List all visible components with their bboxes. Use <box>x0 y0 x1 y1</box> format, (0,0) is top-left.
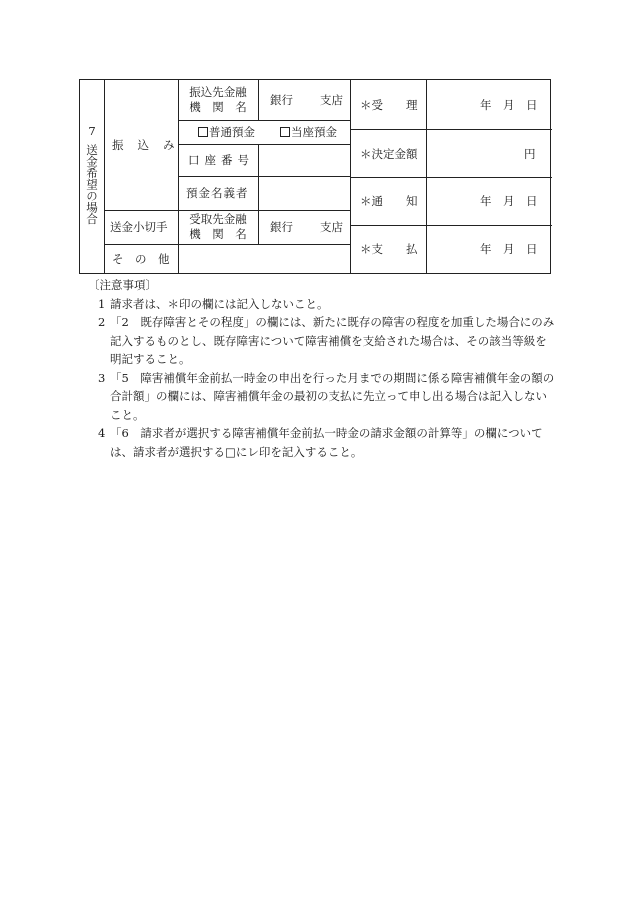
kogitte-bank-label-line2: 機 関 名 <box>189 227 247 241</box>
office-kettei-yen: 円 <box>524 147 536 161</box>
kogitte-branch-suffix: 支店 <box>320 220 343 234</box>
divider <box>350 129 552 130</box>
divider <box>104 210 178 211</box>
note-text: 「2 既存障害とその程度」の欄には、新たに既存の障害の程度を加重した場合にのみ記入するものとし、既存障害について障害補償を支給された場合は、その該当等級を明記すること。 <box>110 315 555 366</box>
office-tsuchi-label: ＊通 知 <box>360 194 418 208</box>
checkbox-current[interactable] <box>280 127 290 137</box>
account-type-current[interactable] <box>280 125 337 139</box>
notes-section <box>88 276 558 461</box>
notes-heading: 〔注意事項〕 <box>88 278 157 292</box>
note-number: 3 <box>98 370 106 385</box>
checkbox-ordinary[interactable] <box>198 127 208 137</box>
account-holder-label: 預金名義者 <box>186 186 249 200</box>
note-text: 「5 障害補償年金前払一時金の申出を行った月までの期間に係る障害補償年金の額の合計額」の欄には、障害補償年金の最初の支払に先立って申し出る場合は記入しないこと。 <box>110 370 555 422</box>
account-number-label: 口座番号 <box>188 153 254 167</box>
note-item <box>88 313 558 369</box>
office-tsuchi-date: 年 月 日 <box>480 194 538 208</box>
divider <box>178 120 350 121</box>
note-item <box>88 295 558 314</box>
furikomi-label: 振込み <box>112 138 189 152</box>
account-type-ordinary-label: 普通預金 <box>209 125 255 139</box>
kogitte-bank-label-line1: 受取先金融 <box>189 212 247 226</box>
note-number: 4 <box>98 426 106 440</box>
kogitte-label: 送金小切手 <box>110 220 168 234</box>
note-item <box>88 424 558 461</box>
note-text: 「6 請求者が選択する障害補償年金前払一時金の請求金額の計算等」の欄については、請求者が選択する□にレ印を記入すること。 <box>110 426 543 459</box>
divider <box>258 210 259 244</box>
office-kettei-label: ＊決定金額 <box>360 147 418 161</box>
furikomi-bank-suffix: 銀行 <box>270 93 293 107</box>
note-item <box>88 369 558 425</box>
office-uketori-date: 年 月 日 <box>480 98 538 112</box>
divider <box>104 244 178 245</box>
other-label: そ の 他 <box>112 252 170 266</box>
furikomi-bank-label-line2: 機 関 名 <box>189 100 247 114</box>
furikomi-branch-suffix: 支店 <box>320 93 343 107</box>
note-number: 1 <box>98 296 106 311</box>
office-uketori-label: ＊受 理 <box>360 98 418 112</box>
remittance-form-table <box>79 79 551 274</box>
office-shiharai-label: ＊支 払 <box>360 242 418 256</box>
note-number: 2 <box>98 315 106 329</box>
divider <box>350 177 552 178</box>
divider <box>178 210 350 211</box>
divider <box>258 80 259 120</box>
kogitte-bank-suffix: 銀行 <box>270 220 293 234</box>
section-title: 送金希望の場合 <box>85 144 99 225</box>
office-shiharai-date: 年 月 日 <box>480 242 538 256</box>
divider <box>350 225 552 226</box>
note-text: 請求者は、＊印の欄には記入しないこと。 <box>110 296 329 311</box>
divider <box>178 176 350 177</box>
account-type-current-label: 当座預金 <box>291 125 337 139</box>
section-number: 7 <box>88 124 96 138</box>
divider <box>258 144 259 210</box>
furikomi-bank-label-line1: 振込先金融 <box>189 85 247 99</box>
account-type-ordinary[interactable] <box>198 125 255 139</box>
divider <box>178 244 350 245</box>
divider <box>178 144 350 145</box>
